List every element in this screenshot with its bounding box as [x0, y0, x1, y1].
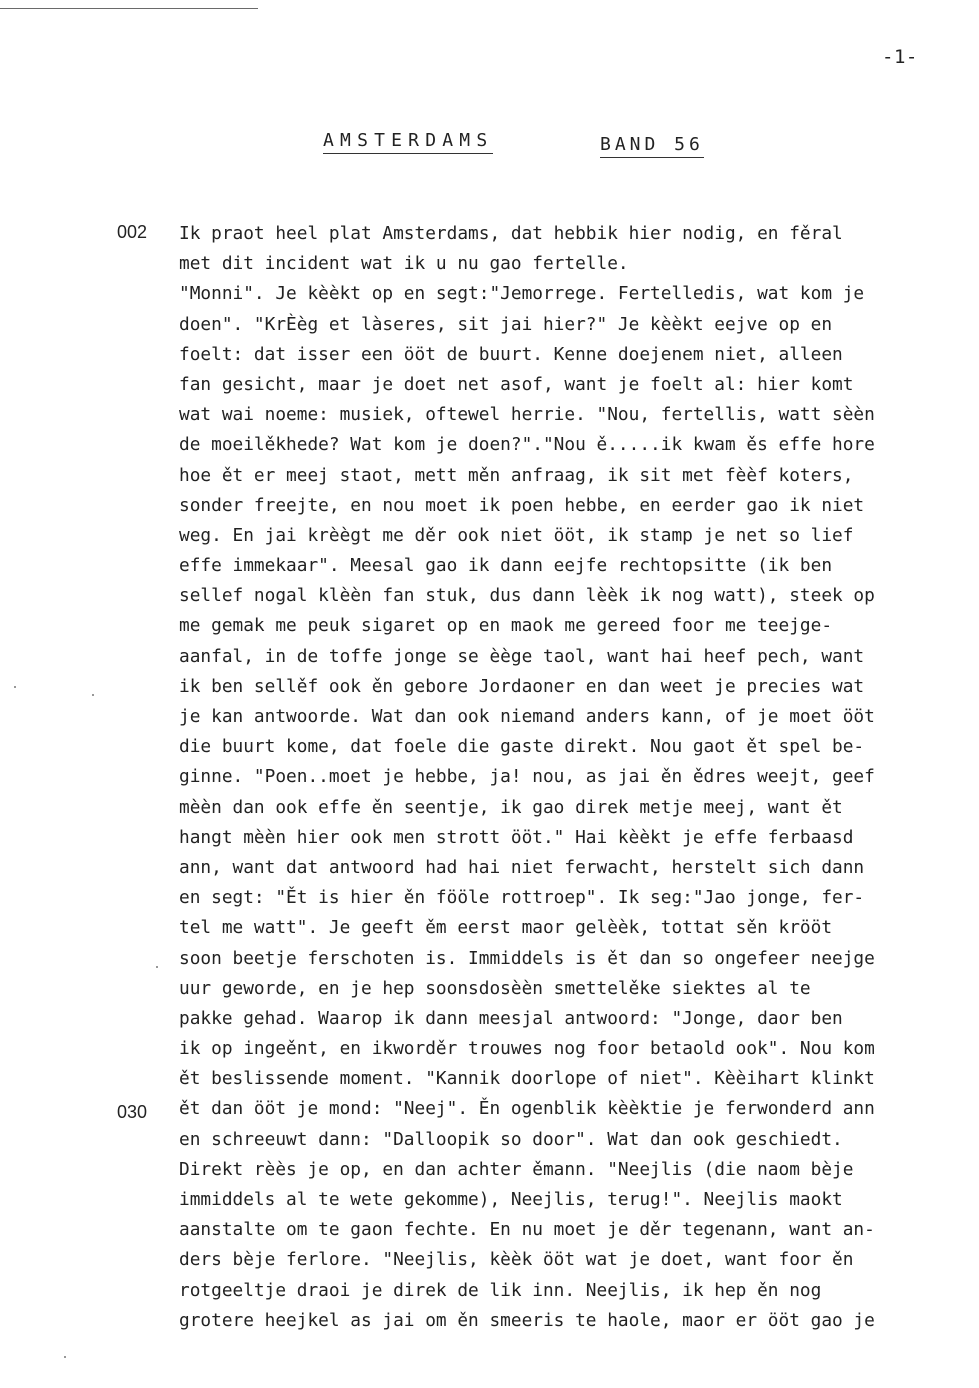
text-line: en schreeuwt dann: "Dalloopik so door". Wat dan ook geschiedt.: [179, 1128, 843, 1150]
text-line: uur geworde, en je hep soonsdosèèn smettelěke siektes al te: [179, 977, 811, 999]
text-line: hangt mèèn hier ook men strott ööt." Hai kèèkt je effe ferbaasd: [179, 826, 854, 848]
text-line: ik ben sellěf ook ěn gebore Jordaoner en dan weet je precies wat: [179, 675, 865, 697]
scan-speck: [92, 694, 94, 696]
text-line: en segt: "Ět is hier ěn fööle rottroep". Ik seg:"Jao jonge, fer-: [179, 887, 865, 909]
text-line: foelt: dat isser een ööt de buurt. Kenne doejenem niet, alleen: [179, 343, 843, 365]
transcript-body: [179, 219, 979, 1336]
page-number: -1-: [882, 46, 918, 68]
text-line: aanfal, in de toffe jonge se èège taol, want hai heef pech, want: [179, 645, 865, 667]
text-line: rotgeeltje draoi je direk de lik inn. Neejlis, ik hep ěn nog: [179, 1279, 822, 1301]
text-line: tel me watt". Je geeft ěm eerst maor gelèèk, tottat sěn krööt: [179, 917, 833, 939]
text-line: sellef nogal klèèn fan stuk, dus dann lèèk ik nog watt), steek op: [179, 585, 875, 607]
text-line: hoe ět er meej staot, mett měn anfraag, ik sit met fèèf koters,: [179, 464, 854, 486]
text-line: de moeilěkhede? Wat kom je doen?"."Nou ě.....ik kwam ěs effe hore: [179, 434, 875, 456]
document-title: AMSTERDAMS: [323, 130, 493, 154]
text-line: ders bèje ferlore. "Neejlis, kèèk ööt wat je doet, want foor ěn: [179, 1249, 854, 1271]
text-line: sonder freejte, en nou moet ik poen hebbe, en eerder gao ik niet: [179, 494, 865, 516]
top-rule: [0, 8, 258, 9]
scan-speck: [64, 1356, 66, 1358]
text-line: ginne. "Poen..moet je hebbe, ja! nou, as jai ěn ědres weejt, geef: [179, 766, 875, 788]
line-marker-030: 030: [117, 1102, 148, 1122]
text-line: die buurt kome, dat foele die gaste direkt. Nou gaot ět spel be-: [179, 736, 865, 758]
text-line: grotere heejkel as jai om ěn smeeris te haole, maor er ööt gao je: [179, 1309, 875, 1331]
text-line: ět dan ööt je mond: "Neej". Ěn ogenblik kèèktie je ferwonderd ann: [179, 1098, 875, 1120]
scan-speck: [14, 686, 16, 688]
text-line: je kan antwoorde. Wat dan ook niemand anders kann, of je moet ööt: [179, 706, 875, 727]
text-line: fan gesicht, maar je doet net asof, want je foelt al: hier komt: [179, 373, 854, 395]
text-line: ann, want dat antwoord had hai niet ferwacht, herstelt sich dann: [179, 856, 865, 878]
scan-speck: [156, 966, 158, 968]
document-subtitle: BAND 56: [600, 134, 704, 158]
text-line: ik op ingeěnt, en ikworděr trouwes nog foor betaold ook". Nou kom: [179, 1038, 875, 1060]
text-line: met dit incident wat ik u nu gao fertelle.: [179, 253, 629, 275]
text-line: me gemak me peuk sigaret op en maok me gereed foor me teejge-: [179, 615, 833, 637]
text-line: effe immekaar". Meesal gao ik dann eejfe rechtopsitte (ik ben: [179, 555, 833, 577]
text-line: ět beslissende moment. "Kannik doorlope of niet". Kèèihart klinkt: [179, 1068, 875, 1090]
text-line: immiddels al te wete gekomme), Neejlis, terug!". Neejlis maokt: [179, 1189, 843, 1210]
text-line: soon beetje ferschoten is. Immiddels is ět dan so ongefeer neejge: [179, 947, 875, 969]
text-line: Direkt rèès je op, en dan achter ěmann. "Neejlis (die naom bèje: [179, 1158, 854, 1180]
text-line: mèèn dan ook effe ěn seentje, ik gao direk metje meej, want ět: [179, 796, 843, 818]
text-line: wat wai noeme: musiek, oftewel herrie. "Nou, fertellis, watt sèèn: [179, 404, 875, 426]
text-line: pakke gehad. Waarop ik dann meesjal antwoord: "Jonge, daor ben: [179, 1007, 843, 1029]
text-line: aanstalte om te gaon fechte. En nu moet je děr tegenann, want an-: [179, 1219, 875, 1241]
text-line: "Monni". Je kèèkt op en segt:"Jemorrege. Fertelledis, wat kom je: [179, 283, 865, 305]
line-marker-002: 002: [117, 222, 148, 242]
text-line: weg. En jai krèègt me děr ook niet ööt, ik stamp je net so lief: [179, 524, 854, 546]
text-line: Ik praot heel plat Amsterdams, dat hebbik hier nodig, en fěral: [179, 223, 843, 244]
text-line: doen". "KrÈèg et làseres, sit jai hier?" Je kèèkt eejve op en: [179, 313, 833, 335]
